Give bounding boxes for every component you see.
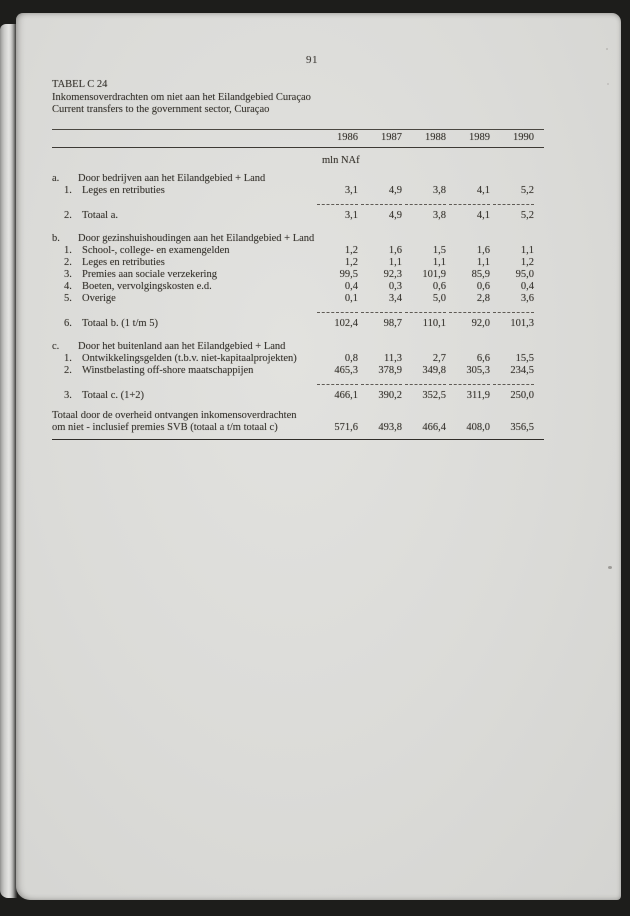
section-letter: c. [52, 341, 60, 352]
total-row [52, 390, 544, 402]
dashed-cell [402, 197, 446, 210]
dashed-rule [449, 305, 490, 313]
section-header-label [52, 341, 314, 353]
empty-cell [314, 341, 358, 353]
value-cell: 3,8 [432, 210, 446, 221]
row-label [52, 257, 314, 269]
value-cell: 3,8 [432, 185, 446, 196]
value-cell: 0,8 [344, 353, 358, 364]
row-number: 6. [64, 318, 72, 329]
dashed-rule [405, 377, 446, 385]
table-title-dutch: Inkomensoverdrachten om niet aan het Eilandgebied Curaçao [52, 91, 311, 103]
value-cell: 6,6 [476, 353, 490, 364]
row-text: Winstbelasting off-shore maatschappijen [82, 365, 254, 376]
value-cell: 0,3 [388, 281, 402, 292]
row-label [52, 353, 314, 365]
value-cell: 378,9 [378, 365, 402, 376]
value-cell: 3,1 [344, 210, 358, 221]
section-header-row [52, 341, 544, 353]
section-title: Door het buitenland aan het Eilandgebied + Land [78, 341, 286, 352]
dashed-separator-row [52, 197, 544, 210]
empty-cell [314, 173, 358, 185]
value-cell: 2,7 [432, 353, 446, 364]
value-cell: 99,5 [339, 269, 358, 280]
unit-label: mln NAf [322, 154, 360, 166]
dashed-rule [449, 377, 490, 385]
section-title: Door bedrijven aan het Eilandgebied + Land [78, 173, 266, 184]
table-row [52, 365, 544, 377]
scan-speck [607, 83, 609, 85]
empty-cell [446, 233, 490, 245]
value-cell: 5,0 [432, 293, 446, 304]
value-cell: 1,1 [432, 257, 446, 268]
row-label [52, 245, 314, 257]
section-letter: b. [52, 233, 60, 244]
section-header-label [52, 173, 314, 185]
table-column-headers [52, 129, 544, 148]
table-label: TABEL C 24 [52, 79, 108, 90]
row-number: 3. [64, 269, 72, 280]
row-number: 1. [64, 185, 72, 196]
value-cell: 101,3 [510, 318, 534, 329]
value-cell: 92,0 [471, 318, 490, 329]
value-cell: 92,3 [383, 269, 402, 280]
row-number: 4. [64, 281, 72, 292]
value-cell: 11,3 [384, 353, 402, 364]
row-number: 2. [64, 257, 72, 268]
row-label [52, 318, 314, 330]
section-letter: a. [52, 173, 60, 184]
document-page [16, 13, 621, 900]
value-cell: 1,1 [520, 245, 534, 256]
dashed-rule [405, 305, 446, 313]
value-cell: 466,1 [334, 390, 358, 401]
empty-cell [446, 173, 490, 185]
row-text: Leges en retributies [82, 185, 165, 196]
value-cell: 234,5 [510, 365, 534, 376]
row-text: Boeten, vervolgingskosten e.d. [82, 281, 212, 292]
grand-total-block [52, 410, 544, 440]
value-cell: 0,1 [344, 293, 358, 304]
table-row [52, 293, 544, 305]
value-cell: 1,2 [344, 257, 358, 268]
row-number: 5. [64, 293, 72, 304]
book-binding-edge [0, 24, 17, 898]
row-text: Totaal b. (1 t/m 5) [82, 318, 158, 329]
value-cell: 1,5 [432, 245, 446, 256]
empty-cell [358, 341, 402, 353]
row-text: School-, college- en examengelden [82, 245, 230, 256]
dashed-rule [493, 305, 534, 313]
value-cell: 3,6 [520, 293, 534, 304]
value-cell: 390,2 [378, 390, 402, 401]
empty-cell [402, 233, 446, 245]
dashed-cell [314, 305, 358, 318]
dashed-rule [317, 305, 358, 313]
value-cell: 2,8 [476, 293, 490, 304]
dashed-cell [446, 377, 490, 390]
row-text: Totaal a. [82, 210, 118, 221]
value-cell: 15,5 [515, 353, 534, 364]
dashed-rule [317, 197, 358, 205]
table-row [52, 269, 544, 281]
dashed-rule [405, 197, 446, 205]
value-cell: 0,4 [344, 281, 358, 292]
total-row [52, 210, 544, 222]
empty-cell [490, 233, 534, 245]
dashed-rule [361, 197, 402, 205]
value-cell: 305,3 [466, 365, 490, 376]
value-cell: 4,1 [476, 210, 490, 221]
dashed-cell [490, 305, 534, 318]
empty-cell [402, 341, 446, 353]
section-title: Door gezinshuishoudingen aan het Eilandgebied + Land [78, 233, 315, 244]
table-row [52, 185, 544, 197]
grand-total-label [52, 410, 314, 434]
dashed-cell [490, 377, 534, 390]
value-cell: 250,0 [510, 390, 534, 401]
value-cell: 3,4 [388, 293, 402, 304]
unit-spacer [52, 155, 314, 168]
value-cell: 5,2 [520, 210, 534, 221]
empty-cell [490, 341, 534, 353]
section-header-row [52, 173, 544, 185]
row-number: 1. [64, 245, 72, 256]
row-label [52, 185, 314, 197]
table-row [52, 245, 544, 257]
column-header-year: 1990 [513, 132, 534, 143]
value-cell: 4,1 [476, 185, 490, 196]
value-cell: 1,1 [476, 257, 490, 268]
value-cell: 1,2 [344, 245, 358, 256]
grand-total-value: 571,6 [334, 422, 358, 433]
total-row [52, 318, 544, 330]
empty-cell [314, 233, 358, 245]
value-cell: 110,1 [422, 318, 446, 329]
grand-total-value: 408,0 [466, 422, 490, 433]
row-text: Leges en retributies [82, 257, 165, 268]
table-row [52, 353, 544, 365]
dashed-spacer [52, 377, 314, 390]
dashed-cell [314, 377, 358, 390]
column-header-year: 1989 [469, 132, 490, 143]
dashed-cell [358, 197, 402, 210]
row-number: 2. [64, 210, 72, 221]
row-number: 2. [64, 365, 72, 376]
dashed-separator-row [52, 305, 544, 318]
row-label [52, 293, 314, 305]
scan-speck [606, 48, 608, 50]
dashed-cell [402, 377, 446, 390]
value-cell: 85,9 [471, 269, 490, 280]
row-number: 3. [64, 390, 72, 401]
dashed-cell [490, 197, 534, 210]
column-header-year: 1988 [425, 132, 446, 143]
dashed-cell [446, 197, 490, 210]
value-cell: 352,5 [422, 390, 446, 401]
dashed-rule [493, 377, 534, 385]
dashed-cell [314, 197, 358, 210]
row-label [52, 365, 314, 377]
dashed-separator-row [52, 377, 544, 390]
table-row [52, 281, 544, 293]
column-header-year: 1986 [337, 132, 358, 143]
grand-total-label-line2: om niet - inclusief premies SVB (totaal a t/m totaal c) [52, 422, 278, 433]
dashed-rule [493, 197, 534, 205]
dashed-cell [446, 305, 490, 318]
table-title-english: Current transfers to the government sector, Curaçao [52, 104, 270, 115]
dashed-spacer [52, 197, 314, 210]
row-number: 1. [64, 353, 72, 364]
dashed-rule [317, 377, 358, 385]
value-cell: 95,0 [515, 269, 534, 280]
empty-cell [358, 173, 402, 185]
empty-cell [490, 173, 534, 185]
grand-total-label-line1: Totaal door de overheid ontvangen inkomensoverdrachten [52, 410, 297, 421]
dashed-spacer [52, 305, 314, 318]
row-text: Premies aan sociale verzekering [82, 269, 217, 280]
row-label [52, 390, 314, 402]
dashed-rule [361, 377, 402, 385]
value-cell: 0,6 [476, 281, 490, 292]
grand-total-row [52, 410, 544, 434]
value-cell: 4,9 [388, 210, 402, 221]
value-cell: 349,8 [422, 365, 446, 376]
row-text: Ontwikkelingsgelden (t.b.v. niet-kapitaalprojekten) [82, 353, 297, 364]
column-header-year: 1987 [381, 132, 402, 143]
dashed-cell [358, 305, 402, 318]
table-row [52, 257, 544, 269]
grand-total-value: 493,8 [378, 422, 402, 433]
value-cell: 102,4 [334, 318, 358, 329]
column-header-spacer [52, 132, 314, 145]
value-cell: 311,9 [466, 390, 490, 401]
row-text: Overige [82, 293, 116, 304]
unit-row [52, 155, 544, 168]
grand-total-value: 356,5 [510, 422, 534, 433]
value-cell: 465,3 [334, 365, 358, 376]
value-cell: 101,9 [422, 269, 446, 280]
empty-cell [358, 233, 402, 245]
value-cell: 0,4 [520, 281, 534, 292]
value-cell: 4,9 [388, 185, 402, 196]
value-cell: 0,6 [432, 281, 446, 292]
value-cell: 1,1 [388, 257, 402, 268]
value-cell: 5,2 [520, 185, 534, 196]
row-label [52, 269, 314, 281]
row-text: Totaal c. (1+2) [82, 390, 145, 401]
value-cell: 1,6 [476, 245, 490, 256]
dashed-rule [449, 197, 490, 205]
row-label [52, 281, 314, 293]
scan-speck [608, 566, 612, 569]
dashed-cell [402, 305, 446, 318]
grand-total-value: 466,4 [422, 422, 446, 433]
value-cell: 1,2 [520, 257, 534, 268]
section-header-row [52, 233, 544, 245]
value-cell: 3,1 [344, 185, 358, 196]
row-label [52, 210, 314, 222]
page-number: 91 [306, 54, 318, 66]
dashed-rule [361, 305, 402, 313]
empty-cell [402, 173, 446, 185]
section-header-label [52, 233, 314, 245]
table-body [52, 173, 544, 402]
table-area [52, 79, 544, 440]
value-cell: 98,7 [383, 318, 402, 329]
empty-cell [446, 341, 490, 353]
dashed-cell [358, 377, 402, 390]
value-cell: 1,6 [388, 245, 402, 256]
